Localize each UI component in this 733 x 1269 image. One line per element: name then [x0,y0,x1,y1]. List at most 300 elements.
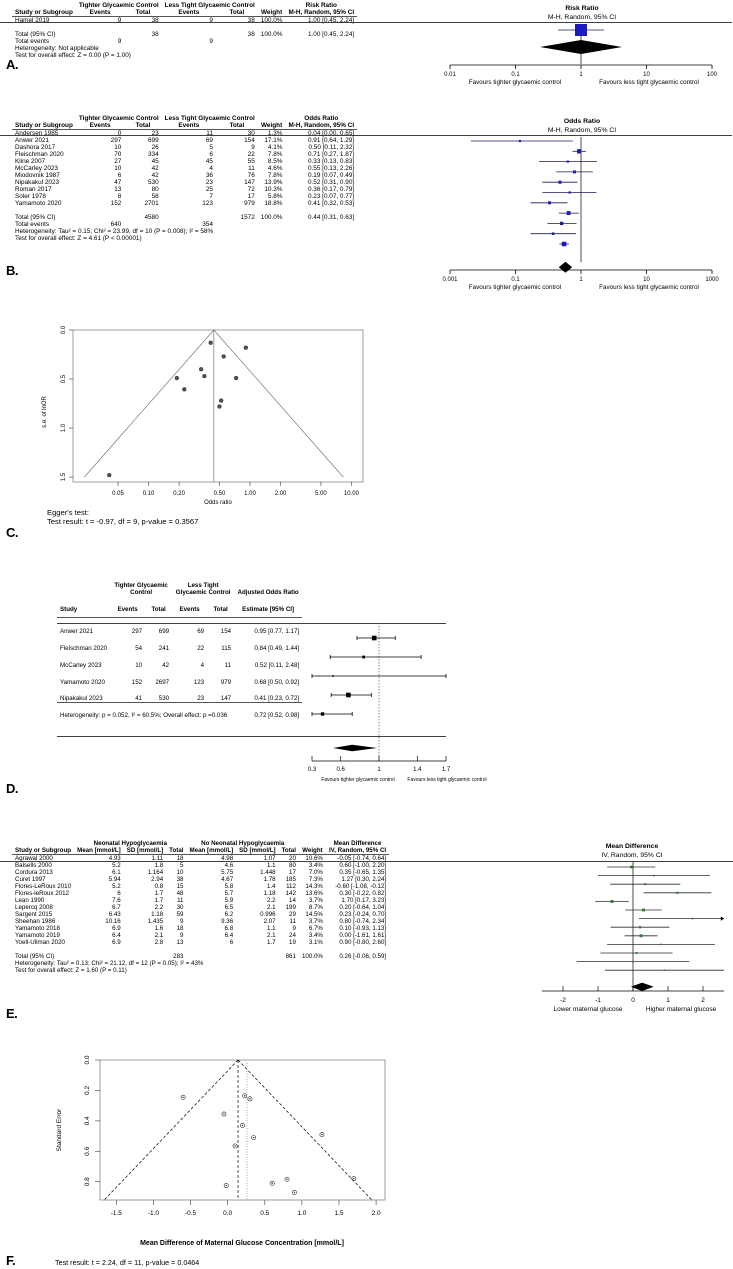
table-row [12,855,389,863]
panel-a-label: A. [6,57,18,72]
axis-tick: 0.001 [442,277,458,283]
effect-marker [639,926,641,928]
study-name: Nipakakul 2023 [60,695,103,703]
study-name: McCarley 2023 [60,661,102,669]
total2: 199 [285,904,296,911]
funnel-point-centre [249,1098,250,1099]
axis-tick: 1000 [705,277,719,283]
total-events1: 640 [110,221,122,228]
plot-title: Mean Difference [605,843,659,850]
table-row [12,172,357,179]
axis-tick: 0.0 [223,1210,233,1217]
panel-f-label: F. [6,1253,16,1268]
total2: 14 [289,897,296,904]
ci-value: 0.23 [0.07, 0.77] [307,193,355,200]
study-name: Balsells 2000 [15,862,52,869]
sd1: 1.7 [154,890,164,897]
ci-value: 0.80 [-0.74, 2.34] [339,918,387,925]
axis-tick: 5.00 [315,491,327,497]
funnel-point-centre [253,1137,254,1138]
table-row [12,904,389,911]
col-mean1: Mean [mmol/L] [74,847,124,855]
study-name: Flores-LeRoux 2010 [15,883,72,890]
total2: 115 [221,644,232,652]
col-total1: Total [151,606,166,614]
effect-marker [567,161,569,163]
total1: 30 [176,904,184,911]
mean1: 6.9 [112,925,121,932]
axis-tick: -2 [560,997,566,1004]
group-header-tighter: Tighter Glycaemic Control [78,2,159,9]
ci-value: 0.91 [0.64, 1.29] [307,137,355,144]
ci-value: 0.50 [0.11, 2.32] [308,144,355,151]
sd1: 1.11 [151,855,164,862]
events1: 27 [114,158,122,165]
axis-tick: -0.5 [184,1210,197,1217]
total2: 861 [285,953,296,960]
events1: 8 [117,193,122,200]
total1: 18 [176,925,184,932]
effect-marker [519,140,521,142]
axis-caption-right: Favours less tight glycaemic control [599,284,699,291]
ci-value: 1.00 [0.45, 2.24] [307,31,355,38]
col-ci: IV, Random, 95% CI [326,847,389,855]
funnel-point [202,374,206,378]
table-row [12,932,389,939]
col-study: Study [60,606,78,614]
total1: 59 [176,911,184,918]
study-name: Flores-leRoux 2012 [15,890,69,897]
effect-marker [558,181,561,184]
ci-value: 0.41 [0.32, 0.53] [307,200,355,207]
events1: 10 [114,165,122,172]
overall-effect-row [12,967,389,974]
effect-marker [321,712,324,715]
mean1: 5.2 [112,883,121,890]
axis-tick: 10.00 [343,491,359,497]
heterogeneity-row [12,228,357,235]
axis-caption-left: Favours tighter glycaemic control [468,284,562,291]
study-name: Andersen 1985 [15,130,59,137]
panel-f-test-result: Test result: t = 2.24, df = 11, p-value = 0.0464 [55,1258,200,1267]
ci-value: 0.60 [-1.00, 2.20] [339,862,387,869]
axis-tick: 0.3 [307,767,317,773]
table-row [12,911,389,918]
total1: 2701 [144,200,159,207]
total1: 42 [162,661,170,669]
total2: 19 [289,939,296,946]
heterogeneity-row [12,960,389,967]
mean2: 5.8 [224,883,234,890]
events1: 10 [135,661,143,669]
plot-frame [100,1060,385,1200]
group-header-row [57,582,302,596]
ci-value: 0.71 [0.27, 1.87] [307,151,355,158]
summary-diamond [540,40,622,54]
study-name: Fleischman 2020 [60,644,108,652]
study-name: Yamamoto 2019 [15,932,60,939]
study-name: Anwer 2021 [60,627,94,635]
effect-marker [632,961,634,963]
events1: 152 [131,678,143,686]
mean2: 4.98 [221,855,234,862]
axis-label-x: Odds ratio [204,500,232,506]
table-row [57,652,302,669]
weight: 3.7% [308,918,323,925]
axis-tick: 0.05 [112,491,124,497]
panel-a-table [12,2,357,59]
total1: 42 [151,172,159,179]
ci-value: 0.00 [-1.61, 1.61] [339,932,387,939]
effect-marker [560,222,563,225]
events2: 25 [205,186,213,193]
funnel-point-centre [294,1192,295,1193]
sd1: 2.1 [154,932,164,939]
axis-label-y: s.e. of lnOR [42,396,48,428]
total2: 24 [289,932,296,939]
total1: 9 [180,918,184,925]
weight: 3.4% [308,932,323,939]
group-header-oddsratio: Odds Ratio [304,115,339,122]
group-header-lesstight: Less Tight Glycaemic Control [164,2,255,9]
col-mean2: Mean [mmol/L] [187,847,237,855]
funnel-point-centre [225,1185,226,1186]
heterogeneity-text: Heterogeneity: Tau² = 0.15; Chi² = 23.99, df = 10 (P = 0.008); I² = 58% [15,228,214,235]
effect-marker [630,866,633,869]
mean2: 5.9 [224,897,234,904]
panel-b-label: B. [6,263,18,278]
effect-marker [346,693,351,698]
study-name: Kline 2007 [15,158,46,165]
table-row [12,137,357,144]
total-events-label: Total events [15,221,50,228]
study-name: Agrawal 2000 [15,855,53,862]
weight: 13.6% [305,890,323,897]
sd1: 1.7 [154,897,164,904]
total2: 17 [247,193,255,200]
heterogeneity-row [12,45,357,52]
ci-value: 1.70 [0.17, 3.23] [341,897,387,904]
total-events2: 9 [209,38,213,45]
weight: 100.0% [260,214,283,221]
table-row [57,635,302,652]
axis-tick: 0.1 [511,277,520,283]
axis-tick: 0.5 [61,374,67,384]
total2: 979 [244,200,255,207]
panel-e-label: E. [6,1006,18,1021]
heterogeneity-text: Heterogeneity: Tau² = 0.13; Chi² = 21.12, df = 12 (P = 0.05); I² = 43% [15,960,204,967]
weight: 5.8% [267,193,283,200]
total2: 11 [224,661,232,669]
col-study: Study or Subgroup [12,122,76,130]
table-row [12,144,357,151]
study-name: McCarley 2023 [15,165,58,172]
panel-c-funnel-plot [18,322,388,507]
mean1: 6 [117,890,121,897]
events1: 6 [117,172,122,179]
table-row [12,193,357,200]
col-study: Study or Subgroup [12,9,76,17]
axis-tick: -1.5 [110,1210,122,1217]
study-name: Lepercq 2008 [15,904,53,911]
plot-subtitle: M-H, Random, 95% CI [547,14,617,21]
mean1: 5.2 [112,862,121,869]
events1: 297 [131,627,143,635]
mean2: 4.6 [224,862,234,869]
axis-tick: 0.50 [213,491,226,497]
table-row [12,876,389,883]
col-weight: Weight [258,122,286,130]
axis-tick: -1.0 [147,1210,160,1217]
ci-value: -0.60 [-1.08, -0.12] [335,883,387,890]
axis-caption-right: Favours less tight glycaemic control [599,79,699,86]
funnel-point [199,367,203,371]
total-row [12,31,357,38]
funnel-point-centre [286,1179,287,1180]
overall-effect-row [12,52,357,59]
axis-tick: 0.6 [336,767,345,773]
funnel-point [219,399,223,403]
axis-tick: 1.7 [441,767,451,773]
panel-a-forest-plot [432,2,732,92]
weight: 4.1% [267,144,283,151]
funnel-left-edge [84,330,214,477]
column-header-row [57,596,302,613]
sd1: 1.435 [147,918,164,925]
table-row [12,939,389,946]
weight: 7.8% [267,172,283,179]
funnel-point [218,405,222,409]
sd2: 2.1 [267,904,276,911]
panel-b-forest-plot [432,115,732,300]
group-header-adjusted-or: Adjusted Odds Ratio [237,589,299,597]
sd2: 1.7 [267,939,276,946]
total2: 80 [289,862,296,869]
effect-marker [676,892,678,894]
total2: 185 [285,876,296,883]
weight: 3.1% [308,939,323,946]
col-events1: Events [117,606,138,614]
group-header-tighter: Tighter Glycaemic Control [114,582,168,597]
effect-marker [372,636,377,641]
summary-row [57,712,302,719]
mean2: 5.75 [221,869,234,876]
events1: 0 [117,130,122,137]
col-events2: Events [162,122,216,130]
total-events-label: Total events [15,38,50,45]
axis-tick: 2.0 [371,1210,381,1217]
total2: 11 [248,165,255,172]
col-total1: Total [124,122,161,130]
total-events-row [12,221,357,228]
total-events1: 9 [117,38,122,45]
column-header-row [12,9,357,17]
sd2: 1.78 [263,876,276,883]
total2: 9 [251,144,255,151]
ci-value: 0.23 [-0.24, 0.70] [339,911,387,918]
effect-marker [640,934,643,937]
mean1: 6.43 [108,911,121,918]
total1: 11 [177,897,184,904]
events2: 123 [202,200,213,207]
effect-marker [332,675,334,677]
total1: 38 [151,31,159,38]
group-header-nohypo: No Neonatal Hypoglycaemia [201,840,285,847]
funnel-point [175,376,179,380]
axis-tick: 0 [631,997,635,1004]
weight: 3.4% [308,862,323,869]
axis-caption-left: Favours tighter glycaemic control [321,777,395,783]
axis-tick: 2 [701,997,705,1004]
heterogeneity-text: Heterogeneity: p = 0.052, I² = 60.5%; Overall effect: p =0.036 [60,712,228,720]
events2: 4 [209,165,213,172]
axis-tick: 0.2 [84,1085,91,1095]
table-row [12,883,389,890]
mean2: 6.5 [224,904,234,911]
plot-title: Odds Ratio [563,118,601,125]
axis-tick: 1.0 [297,1210,307,1217]
total-events2: 354 [202,221,213,228]
table-row [12,862,389,869]
events2: 6 [209,151,213,158]
study-name: Nipakakul 2023 [15,179,60,186]
total1: 4580 [144,214,159,221]
total2: 55 [247,158,255,165]
events1: 152 [110,200,122,207]
ci-value: -0.05 [-0.74, 0.64] [337,855,387,862]
ci-value: 0.95 [0.77, 1.17] [254,627,300,635]
funnel-point-centre [271,1183,272,1184]
total-label: Total (95% CI) [15,31,56,38]
col-events2: Events [179,606,200,614]
weight: 100.0% [260,17,283,24]
col-sd2: SD [mmol/L] [236,847,278,855]
weight: 100.0% [260,31,283,38]
col-events1: Events [76,9,124,17]
effect-marker [644,883,646,885]
events2: 69 [205,137,213,144]
effect-marker [567,211,571,215]
effect-marker [552,232,555,235]
col-total2: Total [216,9,258,17]
mean1: 6.4 [112,932,121,939]
total2: 154 [220,627,232,635]
weight: 6.7% [308,925,323,932]
effect-marker [611,900,614,903]
events2: 23 [197,695,205,703]
events2: 11 [206,130,213,137]
table-row [57,618,302,635]
total2: 1572 [240,214,255,221]
mean1: 6.7 [112,904,121,911]
mean2: 5.7 [224,890,234,897]
total2: 72 [247,186,255,193]
study-name: Sargent 2015 [15,911,53,918]
total1: 5 [180,862,184,869]
total2: 76 [247,172,255,179]
sd2: 1.1 [267,862,276,869]
ci-value: 0.52 [0.11, 2.48] [254,661,300,669]
col-ci: M-H, Random, 95% CI [285,122,357,130]
sd1: 0.8 [154,883,164,890]
col-events1: Events [76,122,124,130]
sd1: 1.18 [151,911,164,918]
plot-subtitle: IV, Random, 95% CI [601,852,663,859]
events2: 45 [205,158,213,165]
total2: 30 [247,130,255,137]
effect-marker [660,944,662,946]
table-row [12,165,357,172]
panel-d-forest-plot [300,578,630,788]
ci-value: 0.10 [-0.93, 1.13] [339,925,387,932]
mean2: 9.36 [221,918,234,925]
panel-c-label: C. [6,525,18,540]
effect-marker [692,918,694,920]
sd2: 0.996 [260,911,276,918]
total2: 979 [220,678,232,686]
funnel-point-centre [223,1113,224,1114]
ci-value: 0.33 [0.13, 0.83] [307,158,355,165]
funnel-right-edge [214,330,344,477]
sd1: 1.6 [154,925,164,932]
col-sd1: SD [mmol/L] [124,847,166,855]
effect-marker [635,952,637,954]
overall-effect-row [12,235,357,242]
total2: 38 [247,17,255,24]
group-header-riskratio: Risk Ratio [305,2,337,9]
events1: 10 [114,144,122,151]
total1: 26 [151,144,159,151]
funnel-point [222,355,226,359]
weight: 1.3% [267,130,283,137]
total2: 112 [286,883,296,890]
funnel-left-edge [104,1060,238,1200]
panel-f-funnel-plot [35,1048,455,1253]
total-label: Total (95% CI) [15,214,56,221]
table-row [12,158,357,165]
axis-tick: 0.4 [84,1116,91,1126]
overall-effect-text: Test for overall effect: Z = 4.61 (P < 0.00001) [15,235,142,242]
total1: 2697 [155,678,170,686]
summary-ci: 0.72 [0.52, 0.98] [254,712,300,720]
axis-caption-left: Lower maternal glucose [553,1006,623,1013]
axis-tick: 0.10 [142,491,155,497]
group-header-lesstight: Less Tight Glycaemic Control [164,115,255,122]
table-row [57,669,302,686]
heterogeneity-text: Heterogeneity: Not applicable [15,45,99,52]
total1: 13 [176,939,184,946]
events2: 4 [200,661,205,669]
total2: 147 [244,179,255,186]
sd2: 1.448 [260,869,276,876]
events1: 13 [114,186,122,193]
axis-tick: 10 [643,72,650,78]
study-name: Hamel 2019 [15,17,50,24]
events2: 123 [193,678,205,686]
ci-value: 0.84 [0.49, 1.44] [254,644,300,652]
group-header-lesstight: Less Tight Glycaemic Control [175,582,231,597]
total2: 154 [244,137,255,144]
ci-value: 1.27 [0.30, 2.24] [341,876,387,883]
total2: 29 [289,911,296,918]
total1: 530 [158,695,170,703]
col-weight: Weight [299,847,326,855]
funnel-point-centre [182,1097,183,1098]
axis-caption-right: Favours less tight glycaemic control [407,777,487,783]
total1: 10 [176,869,184,876]
overall-effect-text: Test for overall effect: Z = 0.00 (P = 1.00) [15,52,131,59]
axis-tick: -1 [595,997,601,1004]
